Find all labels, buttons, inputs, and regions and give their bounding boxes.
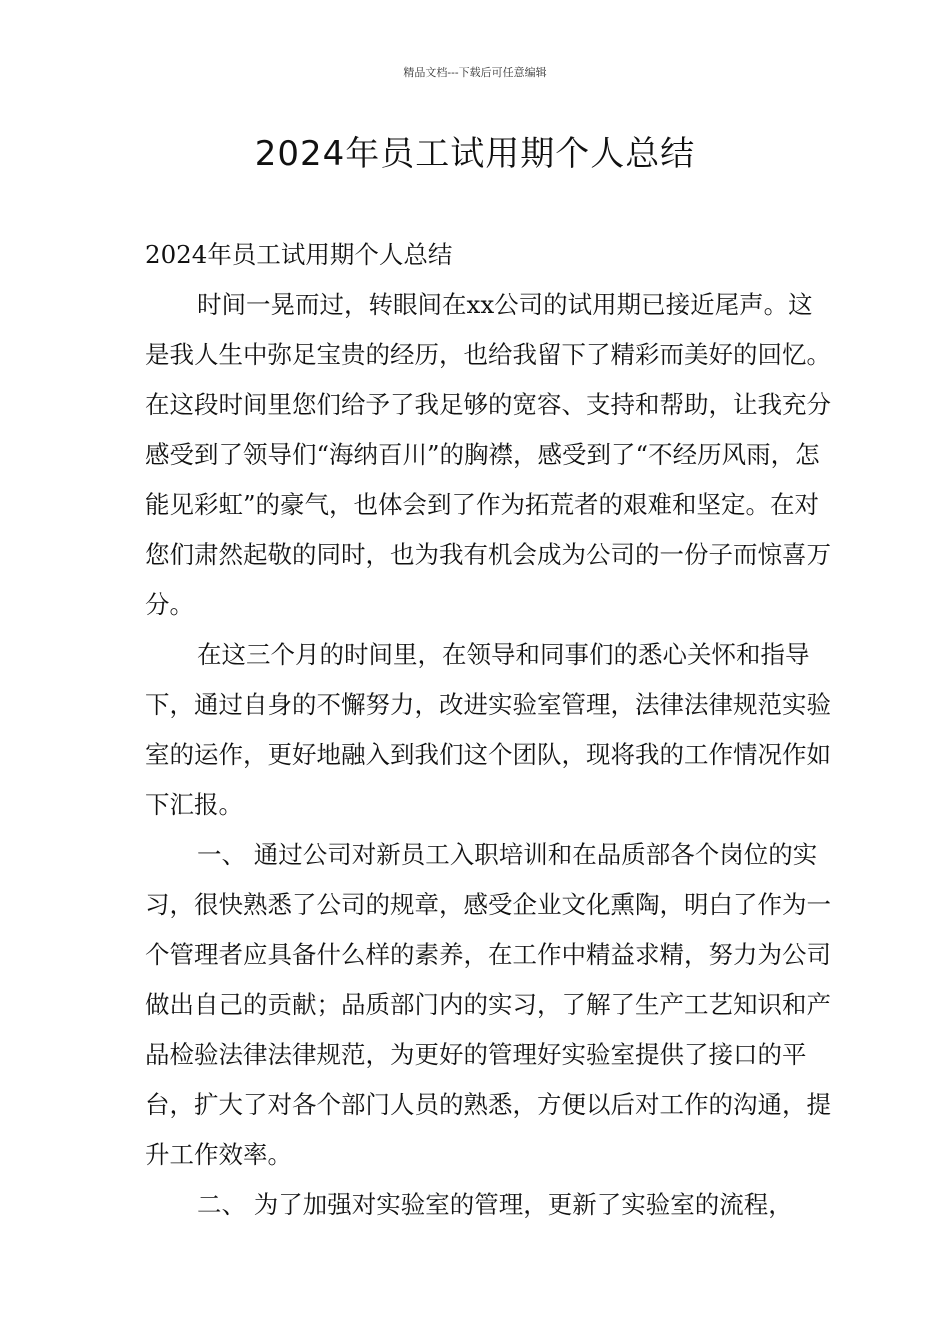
page-header: 精品文档---下载后可任意编辑 — [403, 66, 547, 79]
document-title: 2024年员工试用期个人总结 — [254, 134, 696, 174]
paragraph-3: 一、 通过公司对新员工入职培训和在品质部各个岗位的实习，很快熟悉了公司的规章，感受企业文化熏陶，明白了作为一个管理者应具备什么样的素养，在工作中精益求精，努力为公司做出自己的贡献；品质部门内的实习，了解了生产工艺知识和产品检验法律法律规范，为更好的管理好实验室提供了接口的平台，扩大了对各个部门人员的熟悉，方便以后对工作的沟通，提升工作效率。 — [145, 840, 831, 1169]
document-body — [145, 230, 835, 1230]
paragraph-2: 在这三个月的时间里，在领导和同事们的悉心关怀和指导下，通过自身的不懈努力，改进实验室管理，法律法律规范实验室的运作，更好地融入到我们这个团队，现将我的工作情况作如下汇报。 — [145, 640, 831, 819]
paragraph-4: 二、 为了加强对实验室的管理，更新了实验室的流程， — [197, 1190, 793, 1219]
subtitle-paragraph: 2024年员工试用期个人总结 — [145, 240, 453, 269]
paragraph-1: 时间一晃而过，转眼间在xx公司的试用期已接近尾声。这是我人生中弥足宝贵的经历，也给我留下了精彩而美好的回忆。在这段时间里您们给予了我足够的宽容、支持和帮助，让我充分感受到了领导们“海纳百川”的胸襟，感受到了“不经历风雨，怎能见彩虹”的豪气，也体会到了作为拓荒者的艰难和坚定。在对您们肃然起敬的同时，也为我有机会成为公司的一份子而惊喜万分。 — [145, 290, 831, 619]
